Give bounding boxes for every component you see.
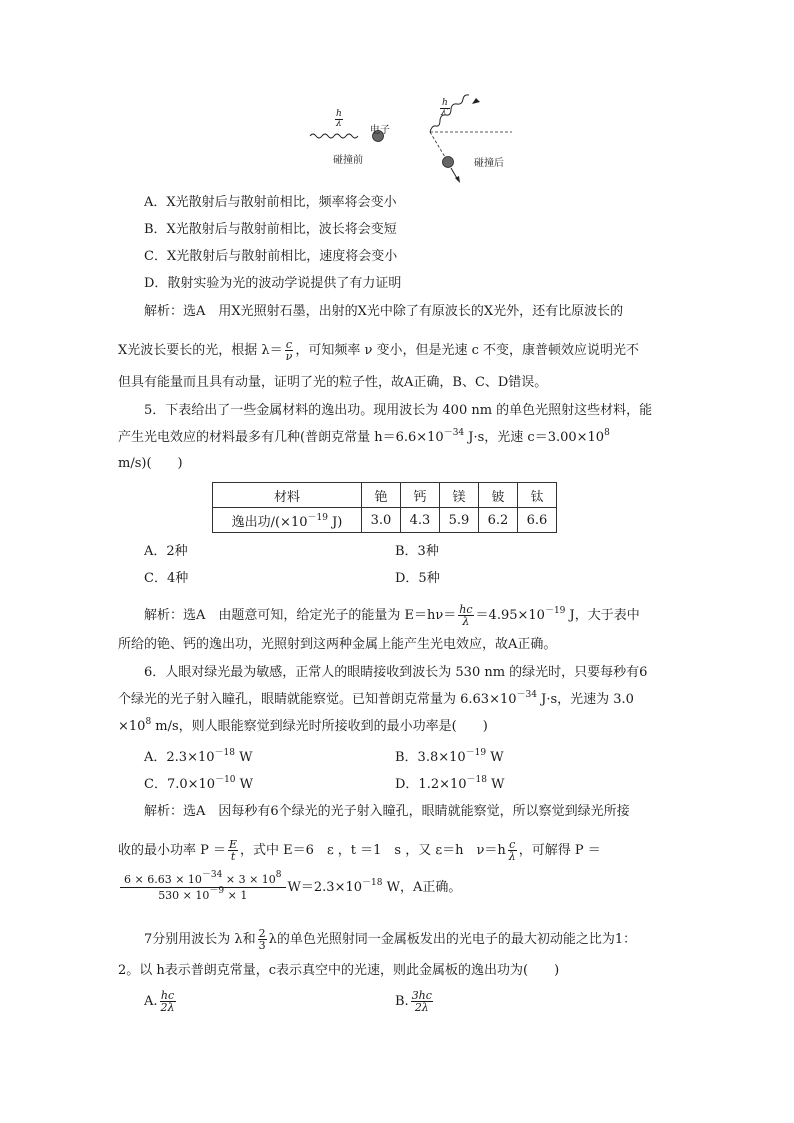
table-header-cell: 钙 bbox=[401, 483, 440, 508]
q6-option-a: A．$2.3\times 10^{-18}$ W bbox=[144, 748, 253, 765]
table-cell: 3.0 bbox=[362, 508, 401, 533]
q7-option-b: B. $\frac{3hc}{2\lambda}$ bbox=[395, 989, 432, 1014]
electron-recoil-dashed bbox=[430, 132, 445, 157]
q4-option-c: C．X光散射后与散射前相比，速度将会变小 bbox=[144, 249, 398, 264]
q7-option-a: A. $\frac{hc}{2\lambda}$ bbox=[144, 989, 175, 1014]
compton-figure bbox=[300, 92, 530, 184]
q5-option-a: A．2种 bbox=[144, 544, 188, 559]
q4-option-d: D．散射实验为光的波动学说提供了有力证明 bbox=[144, 276, 402, 291]
scattered-arrow bbox=[472, 98, 480, 104]
q6-stem-line3: $\times 10^8$ m/s，则人眼能察觉到绿光时所接收到的最小功率是( ) bbox=[118, 717, 488, 734]
before-caption: 碰撞前 bbox=[333, 155, 363, 166]
table-cell: 6.2 bbox=[479, 508, 518, 533]
q7-stem-line2: 2。以 h表示普朗克常量，c表示真空中的光速，则此金属板的逸出功为( ) bbox=[118, 963, 560, 978]
before-photon-label: $\frac{h}{\lambda}$ bbox=[336, 109, 342, 129]
electron-label: 电子 bbox=[370, 125, 390, 136]
q4-analysis-line2: X光波长要长的光，根据 λ＝ $\frac{c}{\nu}$ ，可知频率 ν 变小，但是光速 c 不变，康普顿效应说明光不 bbox=[118, 338, 640, 363]
q5-analysis-line2: 所给的铯、钙的逸出功，光照射到这两种金属上能产生光电效应，故A正确。 bbox=[118, 637, 557, 652]
q4-option-a: A．X光散射后与散射前相比，频率将会变小 bbox=[144, 195, 397, 210]
q5-option-b: B．3种 bbox=[395, 544, 439, 559]
q6-option-b: B．$3.8\times 10^{-19}$ W bbox=[395, 748, 504, 765]
table-row bbox=[213, 508, 557, 533]
table-header-cell: 镁 bbox=[440, 483, 479, 508]
incident-photon-wave bbox=[310, 134, 358, 138]
q6-analysis-line3: $\frac{6 \times 6.63 \times 10^{-34} \times 3 \times 10^8}{530 \times 10^{-9} \times 1}$ $W=2.3\times 10^{-18}$ W，A正确。 bbox=[118, 872, 461, 903]
q5-analysis-line1: 解析：选A 由题意可知，给定光子的能量为 E＝hν＝ $\frac{hc}{\lambda}$ $=4.95\times 10^{-19}$ J，大于表中 bbox=[144, 603, 640, 628]
table-cell: 4.3 bbox=[401, 508, 440, 533]
q5-stem-line3: m/s)( ) bbox=[118, 456, 183, 471]
table-cell: 6.6 bbox=[518, 508, 557, 533]
q6-option-d: D．$1.2\times 10^{-18}$ W bbox=[395, 775, 505, 792]
q6-analysis-line1: 解析：选A 因每秒有6个绿光的光子射入瞳孔，眼睛就能察觉，所以察觉到绿光所接 bbox=[144, 804, 630, 819]
q5-stem-line2: 产生光电效应的材料最多有几种(普朗克常量 $h=6.6\times 10^{-34}$ J·s，光速 $c=3.00\times 10^8$ bbox=[118, 428, 610, 445]
q4-option-b: B．X光散射后与散射前相比，波长将会变短 bbox=[144, 222, 397, 237]
q7-stem-line1: 7分别用波长为 λ和 $\frac{2}{3}$ λ的单色光照射同一金属板发出的光电子的最大初动能之比为1： bbox=[144, 927, 637, 952]
table-header-cell: 铯 bbox=[362, 483, 401, 508]
after-photon-label: $\frac{h}{\lambda'}$ bbox=[441, 98, 449, 118]
table-header-row bbox=[213, 483, 557, 508]
table-header-cell: 材料 bbox=[213, 483, 362, 508]
table-row-label: 逸出功$/(\times 10^{-19}$ J) bbox=[213, 508, 362, 533]
q6-option-c: C．$7.0\times 10^{-10}$ W bbox=[144, 775, 254, 792]
q4-analysis-line1: 解析：选A 用X光照射石墨，出射的X光中除了有原波长的X光外，还有比原波长的 bbox=[144, 304, 624, 319]
q5-option-c: C．4种 bbox=[144, 571, 189, 586]
q6-stem-line1: 6．人眼对绿光最为敏感，正常人的眼睛接收到波长为 530 nm 的绿光时，只要每秒有6 bbox=[144, 665, 648, 680]
electron-after bbox=[443, 157, 454, 168]
table-cell: 5.9 bbox=[440, 508, 479, 533]
work-function-table bbox=[212, 482, 557, 533]
table-header-cell: 铍 bbox=[479, 483, 518, 508]
after-caption: 碰撞后 bbox=[474, 158, 504, 169]
q6-analysis-line2: 收的最小功率 P ＝ $\frac{E}{t}$ ，式中 E＝6 ε ，t ＝1 s ，又 ε＝h ν＝h $\frac{c}{\lambda}$ ，可解得 P ＝ bbox=[118, 838, 601, 863]
q5-stem-line1: 5．下表给出了一些金属材料的逸出功。现用波长为 400 nm 的单色光照射这些材料，能 bbox=[144, 403, 653, 418]
q4-analysis-line3: 但具有能量而且具有动量，证明了光的粒子性，故A正确，B、C、D错误。 bbox=[118, 375, 548, 390]
table-header-cell: 钛 bbox=[518, 483, 557, 508]
q6-stem-line2: 个绿光的光子射入瞳孔，眼睛就能察觉。已知普朗克常量为 $6.63\times 10^{-34}$ J·s，光速为 3.0 bbox=[118, 690, 634, 707]
q5-option-d: D．5种 bbox=[395, 571, 440, 586]
